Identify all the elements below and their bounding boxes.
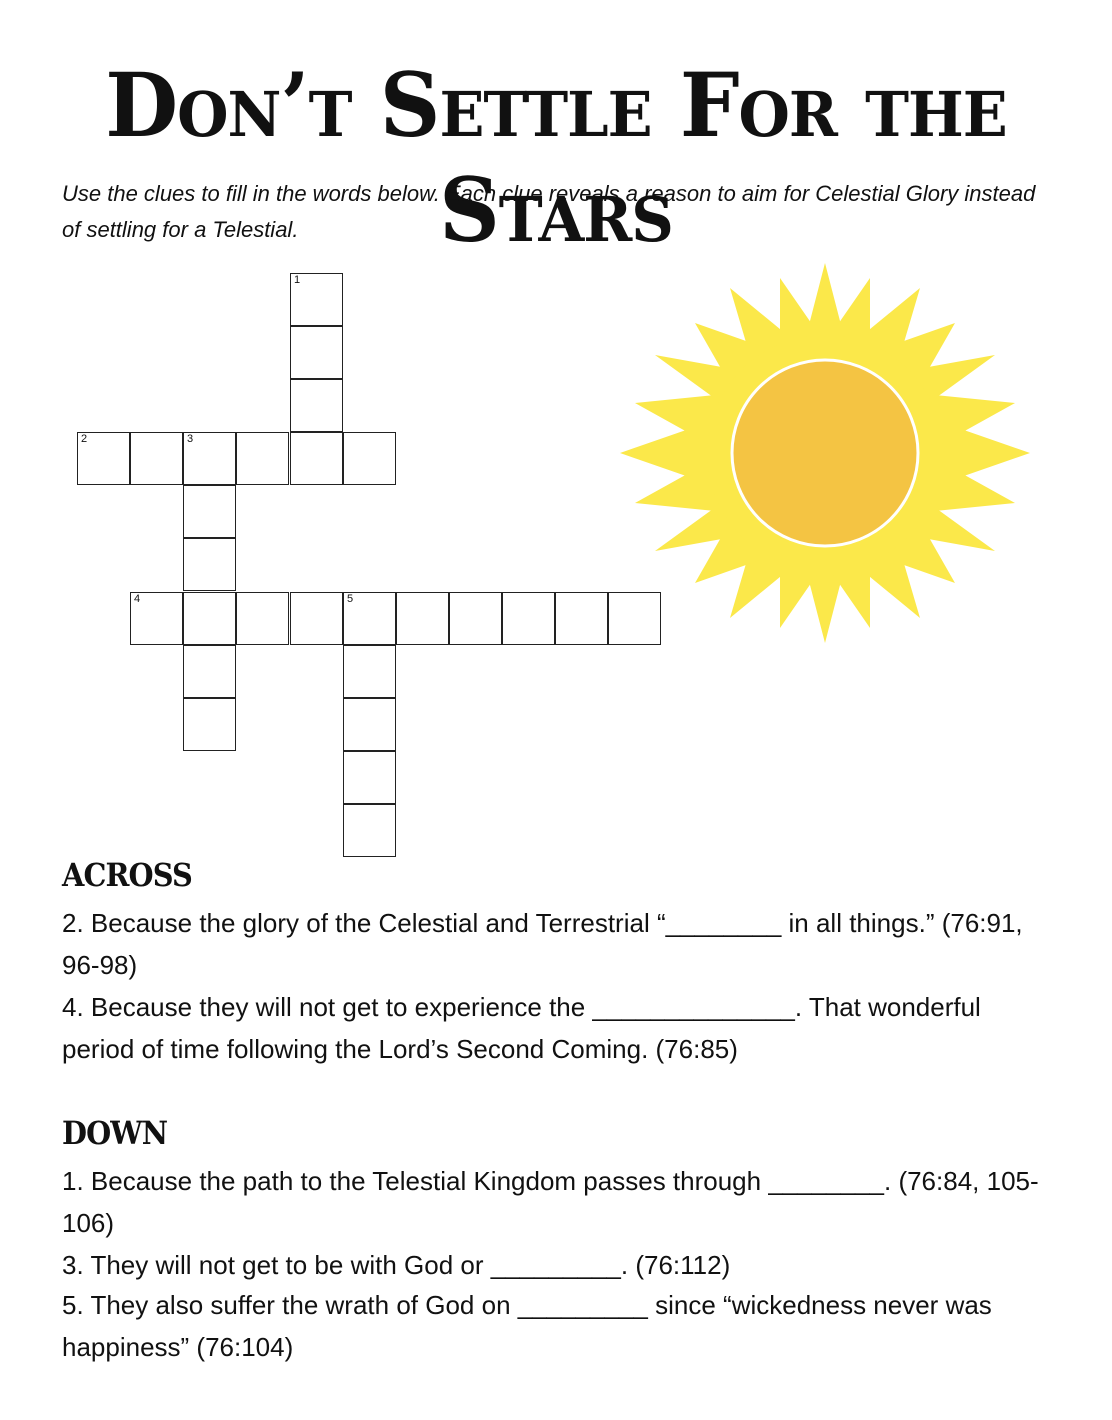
clue-number: 3 [187,433,194,445]
crossword-cell[interactable] [130,592,183,645]
across-clue-2: 2. Because the glory of the Celestial and Terrestrial “________ in all things.” (76:91, 96-98) [62,908,1023,980]
crossword-cell[interactable] [343,432,396,485]
down-clue-3: 3. They will not get to be with God or _________. (76:112) [62,1250,731,1280]
crossword-cell[interactable] [130,432,183,485]
crossword-cell[interactable] [236,432,289,485]
down-clue-1: 1. Because the path to the Telestial Kingdom passes through ________. (76:84, 105-106) [62,1166,1039,1238]
down-heading: DOWN [62,1114,168,1152]
crossword-cell[interactable] [290,432,343,485]
crossword-cell[interactable] [343,592,396,645]
clue-number: 1 [294,274,301,286]
instructions: Use the clues to fill in the words below. Each clue reveals a reason to aim for Celestial Glory instead of settling for a Telestial. [62,181,1036,242]
sun-icon [620,258,1030,648]
crossword-cell[interactable] [343,804,396,857]
crossword-cell[interactable] [555,592,608,645]
across-heading: ACROSS [62,856,192,894]
crossword-cell[interactable] [290,273,343,326]
crossword-cell[interactable] [183,432,236,485]
crossword-cell[interactable] [396,592,449,645]
clue-number: 5 [347,593,354,605]
page-title: Don’t Settle For the Stars [105,53,1007,262]
crossword-cell[interactable] [343,645,396,698]
crossword-cell[interactable] [290,326,343,379]
down-clue-5: 5. They also suffer the wrath of God on _________ since “wickedness never was happiness” (76:104) [62,1290,992,1362]
crossword-cell[interactable] [183,645,236,698]
crossword-cell[interactable] [502,592,555,645]
crossword-cell[interactable] [449,592,502,645]
crossword-cell[interactable] [236,592,289,645]
across-clue-4: 4. Because they will not get to experience the ______________. That wonderful period of time following the Lord’s Second Coming. (76:85) [62,992,981,1064]
crossword-cell[interactable] [290,592,343,645]
crossword-cell[interactable] [77,432,130,485]
crossword-cell[interactable] [183,485,236,538]
crossword-cell[interactable] [183,592,236,645]
clue-number: 2 [81,433,88,445]
crossword-cell[interactable] [343,698,396,751]
crossword-cell[interactable] [183,698,236,751]
clue-number: 4 [134,593,141,605]
crossword-cell[interactable] [343,751,396,804]
crossword-cell[interactable] [290,379,343,432]
sun-core [732,360,918,546]
crossword-cell[interactable] [183,538,236,591]
